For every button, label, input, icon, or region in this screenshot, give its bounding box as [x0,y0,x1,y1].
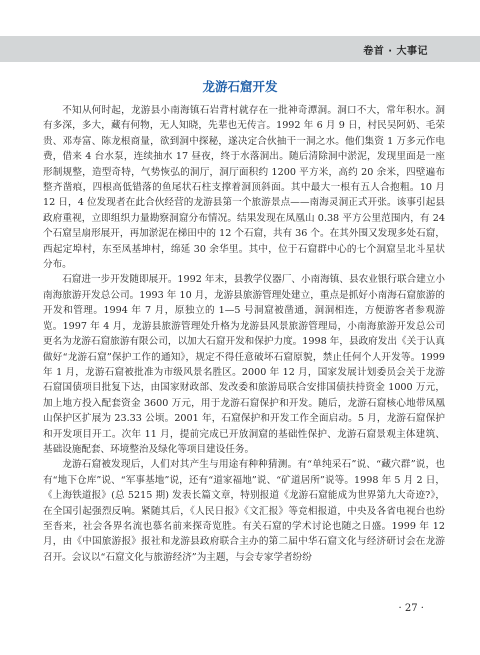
article-body [43,103,445,565]
paragraph: 不知从何时起，龙游县小南海镇石岩背村就存在一批神奇潭洞。洞口不大，常年积水。洞有多深，多大，藏有何物，无人知晓，先辈也无传言。1992 年 6 月 9 日，村民吴阿奶、毛荣贵、邓寿富、陈龙根商量，欲到洞中探秘，遂决定合伙抽干一洞之水。他们集资 1 万多元作电费，借来 4 台水泵，连续抽水 17 昼夜，终于水落洞出。随后清除洞中淤泥，发现里面是一座形制规整，造型奇特，气势恢弘的洞厅，洞厅面积约 1200 平方米，高约 20 余米，四壁遍布整齐凿痕，四根高低错落的鱼尾状石柱支撑着洞顶斜面。其中最大一根有五人合抱粗。10 月 12 日，4 位发现者在此合伙经营的龙游县第一个旅游景点——南海灵洞正式开张。该事引起县政府重视，立即组织力量勘察洞窟分布情况。结果发现在凤凰山 0.38 平方公里范围内，有 24 个石窟呈扇形展开，再加淤泥在梯田中的 12 个石窟，共有 36 个。在其外围又发现多处石窟，西起定埠村，东至凤基坤村，绵延 30 余华里。其中，位于石窟群中心的七个洞窟呈北斗星状分布。 [43,105,445,271]
page-number: · 27 · [398,603,424,614]
article-title: 龙游石窟开发 [202,79,278,94]
paragraph: 石窟进一步开发随即展开。1992 年末，县教学仪器厂、小南海镇、县农业银行联合建立小南海旅游开发总公司。1993 年 10 月，龙游县旅游管理处建立，重点是抓好小南海石窟旅游的开发和管理。1994 年 7 月，原独立的 1—5 号洞窟被凿通，洞洞相连，方便游客者参观游览。1997 年 4 月，龙游县旅游管理处升格为龙游县风景旅游管理局，小南海旅游开发总公司更名为龙游石窟旅游有限公司，以加大石窟开发和保护力度。1998 年，县政府发出《关于认真做好“龙游石窟”保护工作的通知》，规定不得任意破坏石窟原貌，禁止任何个人开发等。1999 年 1 月，龙游石窟被批准为市级风景名胜区。2000 年 12 月，国家发展计划委员会关于龙游石窟国债项目批复下达，由国家财政部、发改委和旅游局联合安排国债扶持资金 1000 万元，加上地方投入配套资金 3600 万元，用于龙游石窟保护和开发。随后，龙游石窟核心地带凤凰山保护区扩展为 23.33 公顷。2001 年，石窟保护和开发工作全面启动。5 月，龙游石窟保护和开发项目开工。次年 11 月，提前完成已开放洞窟的基础性保护、龙游石窟景观主体建筑、基础设施配套、环境整治及绿化等项目建设任务。 [43,274,445,455]
section-label: 卷首 · 大事记 [363,45,428,57]
paragraph: 龙游石窟被发现后，人们对其产生与用途有种种猜测。有“单纯采石”说、“藏穴群”说，也有“地下仓库”说、“军事基地”说，还有“道家福地”说、“矿道居所”说等。1998 年 5 月 2 日，《上海铁道报》(总 5215 期) 发表长篇文章，特别报道《龙游石窟能成为世界第九大奇迹?》，在全国引起强烈反响。紧随其后，《人民日报》《文汇报》等竞相报道，中央及各省电视台也纷至沓来，社会各界名流也慕名前来探奇览胜。有关石窟的学术讨论也随之日盛。1999 年 12 月，由《中国旅游报》报社和龙游县政府联合主办的第二届中华石窟文化与经济研讨会在龙游召开。会议以“石窟文化与旅游经济”为主题，与会专家学者纷纷 [43,459,445,563]
header-bar [0,36,480,62]
